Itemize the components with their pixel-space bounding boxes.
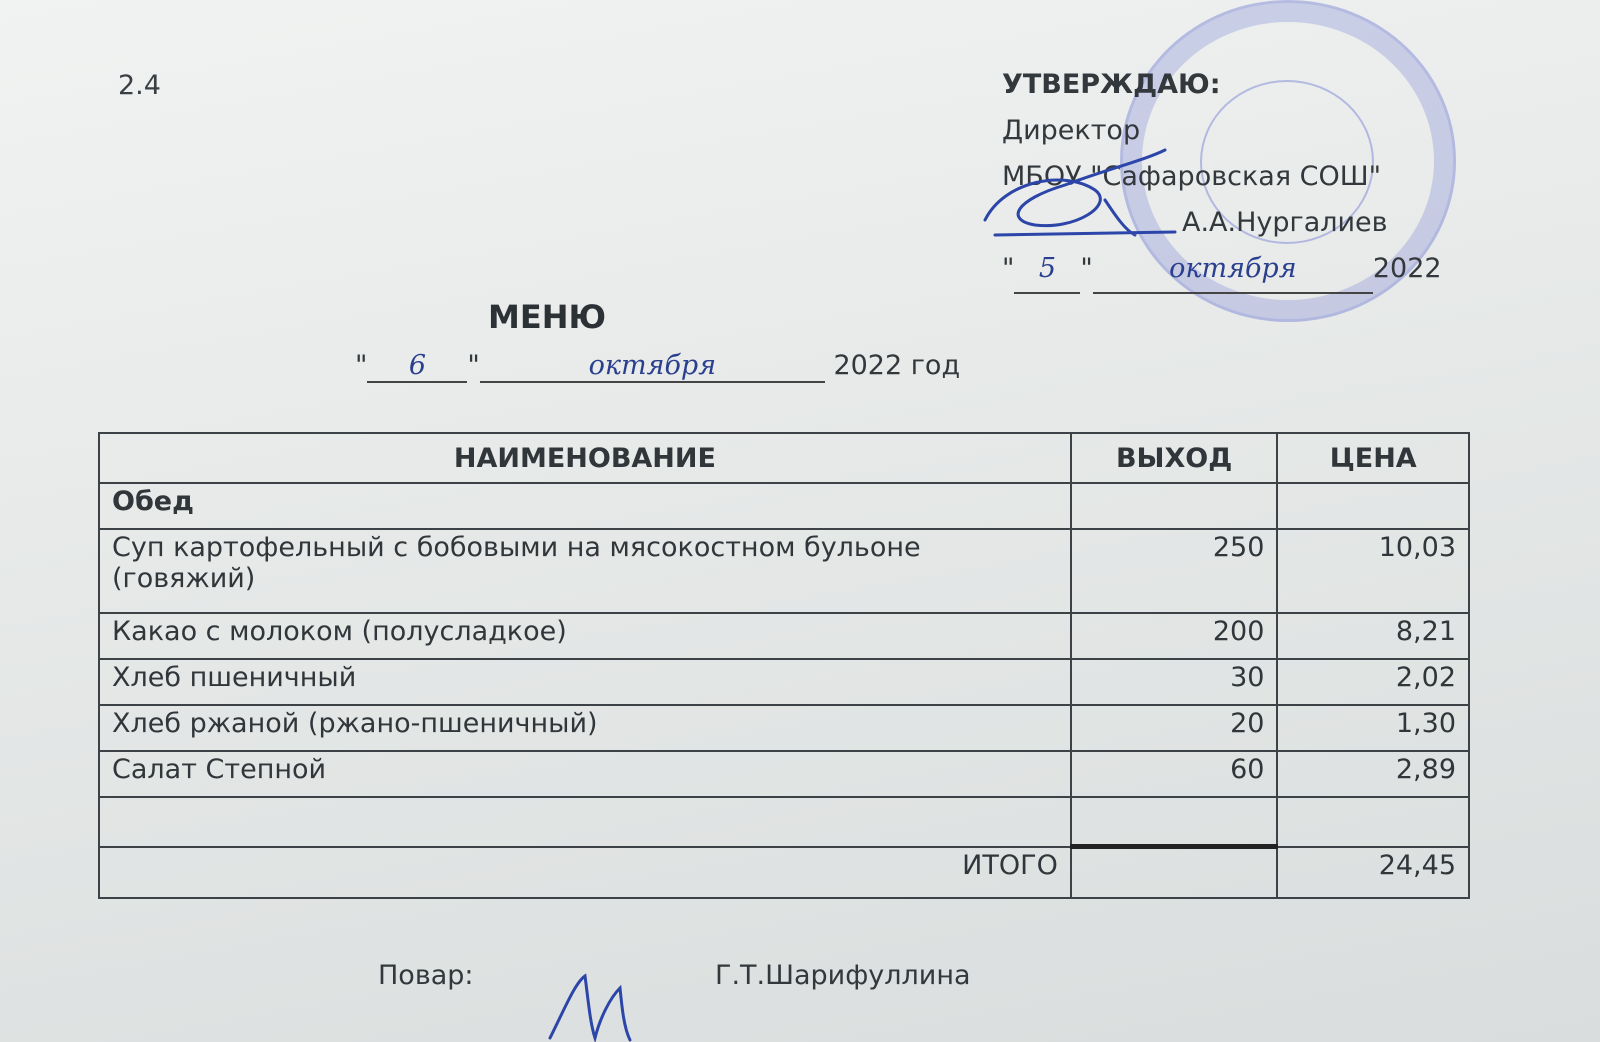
approval-title: УТВЕРЖДАЮ: bbox=[1002, 69, 1221, 100]
approval-quote-open: " bbox=[1002, 253, 1015, 284]
menu-year: 2022 год bbox=[833, 350, 961, 381]
approval-role: Директор bbox=[1002, 115, 1141, 146]
empty-cell bbox=[99, 797, 1071, 847]
row-name: Хлеб ржаной (ржано-пшеничный) bbox=[99, 705, 1071, 751]
header-output: ВЫХОД bbox=[1071, 433, 1278, 483]
table-row bbox=[99, 613, 1469, 659]
cook-signature bbox=[540, 968, 640, 1042]
empty-row bbox=[99, 797, 1469, 847]
menu-quote-close: " bbox=[467, 350, 480, 381]
approval-month: октября bbox=[1093, 246, 1373, 294]
table-row bbox=[99, 659, 1469, 705]
row-name: Какао с молоком (полусладкое) bbox=[99, 613, 1071, 659]
menu-month: октября bbox=[480, 350, 825, 383]
row-name: Салат Степной bbox=[99, 751, 1071, 797]
total-row bbox=[99, 847, 1469, 899]
table-row bbox=[99, 705, 1469, 751]
menu-day: 6 bbox=[367, 350, 467, 383]
row-price: 8,21 bbox=[1277, 613, 1469, 659]
row-price: 2,89 bbox=[1277, 751, 1469, 797]
row-name: Суп картофельный с бобовыми на мясокостном бульоне (говяжий) bbox=[99, 529, 1071, 613]
menu-table bbox=[98, 432, 1470, 899]
approval-day: 5 bbox=[1014, 246, 1080, 294]
empty-cell bbox=[1071, 797, 1278, 847]
row-output: 60 bbox=[1071, 751, 1278, 797]
approval-date bbox=[1002, 246, 1442, 294]
director-signature bbox=[975, 140, 1195, 250]
approval-org: МБОУ "Сафаровская СОШ" bbox=[1002, 161, 1382, 192]
row-name: Хлеб пшеничный bbox=[99, 659, 1071, 705]
approval-year: 2022 bbox=[1372, 253, 1442, 284]
document-number: 2.4 bbox=[118, 70, 161, 101]
cook-name: Г.Т.Шарифуллина bbox=[715, 960, 971, 991]
table-row bbox=[99, 529, 1469, 613]
section-label: Обед bbox=[99, 483, 1071, 529]
row-output: 250 bbox=[1071, 529, 1278, 613]
approval-director: А.А.Нургалиев bbox=[1182, 207, 1388, 238]
row-price: 1,30 bbox=[1277, 705, 1469, 751]
table-header-row bbox=[99, 433, 1469, 483]
menu-quote-open: " bbox=[355, 350, 368, 381]
row-output: 30 bbox=[1071, 659, 1278, 705]
row-price: 2,02 bbox=[1277, 659, 1469, 705]
section-empty-cell bbox=[1277, 483, 1469, 529]
row-price: 10,03 bbox=[1277, 529, 1469, 613]
total-label: ИТОГО bbox=[99, 847, 1071, 899]
empty-cell bbox=[1277, 797, 1469, 847]
header-price: ЦЕНА bbox=[1277, 433, 1469, 483]
total-empty-cell bbox=[1071, 847, 1278, 899]
cook-label: Повар: bbox=[378, 960, 474, 991]
menu-date bbox=[355, 350, 960, 383]
menu-title: МЕНЮ bbox=[488, 298, 607, 336]
table-row bbox=[99, 751, 1469, 797]
row-output: 200 bbox=[1071, 613, 1278, 659]
section-row bbox=[99, 483, 1469, 529]
header-name: НАИМЕНОВАНИЕ bbox=[99, 433, 1071, 483]
total-value: 24,45 bbox=[1277, 847, 1469, 899]
approval-quote-close: " bbox=[1080, 253, 1093, 284]
section-empty-cell bbox=[1071, 483, 1278, 529]
row-output: 20 bbox=[1071, 705, 1278, 751]
